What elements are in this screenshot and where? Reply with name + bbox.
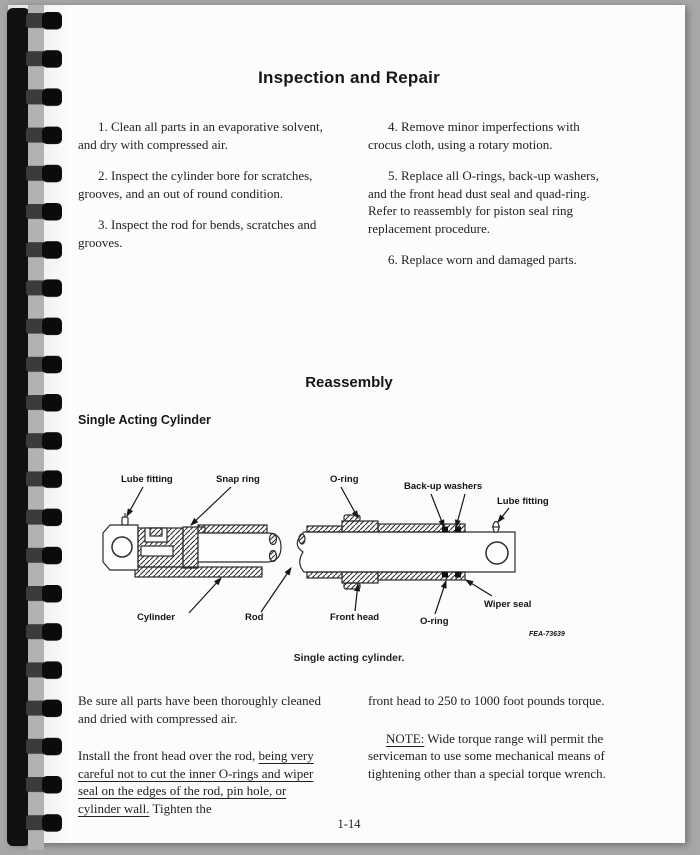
reassembly-left-column [78,692,323,831]
inspection-left-column [78,118,323,283]
install-text-prefix: Install the front head over the rod, [78,748,259,763]
manual-page [8,5,685,843]
inspection-item-4: 4. Remove minor imperfections with crocus cloth, using a rotary motion. [368,119,580,152]
label-wiper-seal: Wiper seal [484,599,532,610]
label-o-ring-bottom: O-ring [420,616,449,627]
figure-caption: Single acting cylinder. [293,652,405,664]
inspection-two-columns [78,118,613,283]
label-front-head: Front head [330,612,380,623]
label-lube-fitting-left: Lube fitting [121,474,173,485]
lube-fitting-right-part [492,522,500,533]
section-title-inspection-and-repair: Inspection and Repair [258,68,440,87]
comb-binding [0,0,64,855]
label-backup-washers: Back-up washers [404,481,483,492]
single-acting-cylinder-diagram [85,465,575,645]
install-text-suffix: Tighten the [149,800,212,816]
label-cylinder: Cylinder [137,612,176,623]
reassembly-two-columns [78,692,613,831]
rod-right-part [297,532,515,572]
reassembly-paragraph-3: front head to 250 to 1000 foot pounds torque. [368,693,605,708]
label-rod: Rod [245,612,264,623]
label-o-ring-top: O-ring [330,474,359,485]
note-label: NOTE: [386,730,425,746]
section-title-reassembly: Reassembly [305,374,393,391]
cylinder-assembly-drawing [103,513,281,577]
subsection-title-single-acting-cylinder: Single Acting Cylinder [78,413,211,427]
page-number: 1-14 [337,817,361,831]
rod-eye-pin-hole [486,542,508,564]
note-text: Wide torque range will permit the serviceman to use some mechanical means of tightening other than a special torque wrench. [368,730,606,781]
figure-code: FEA-73639 [529,631,565,638]
inspection-item-2: 2. Inspect the cylinder bore for scratches, grooves, and an out of round condition. [78,168,313,201]
rod-left-part [198,533,281,562]
reassembly-paragraph-2 [78,747,323,817]
label-snap-ring: Snap ring [216,474,260,485]
clevis-pin-hole [112,537,132,557]
reassembly-right-column [368,692,613,831]
inspection-item-5: 5. Replace all O-rings, back-up washers, and the front head dust seal and quad-ring. Refer to reassembly for piston seal ring replacement procedure. [368,168,599,236]
binding-teeth [26,5,64,850]
inspection-item-1: 1. Clean all parts in an evaporative solvent, and dry with compressed air. [78,119,323,152]
inspection-right-column [368,118,613,283]
label-lube-fitting-right: Lube fitting [497,496,549,507]
inspection-item-3: 3. Inspect the rod for bends, scratches and grooves. [78,217,317,250]
inspection-item-6: 6. Replace worn and damaged parts. [388,252,577,267]
install-text-underlined: being very careful not to cut the inner O-rings and wiper seal on the edges of the rod, pin hole, or cylinder wall. [78,748,314,816]
note-paragraph [368,730,613,783]
reassembly-paragraph-1: Be sure all parts have been thoroughly cleaned and dried with compressed air. [78,693,321,726]
rod-assembly-drawing [297,515,515,589]
